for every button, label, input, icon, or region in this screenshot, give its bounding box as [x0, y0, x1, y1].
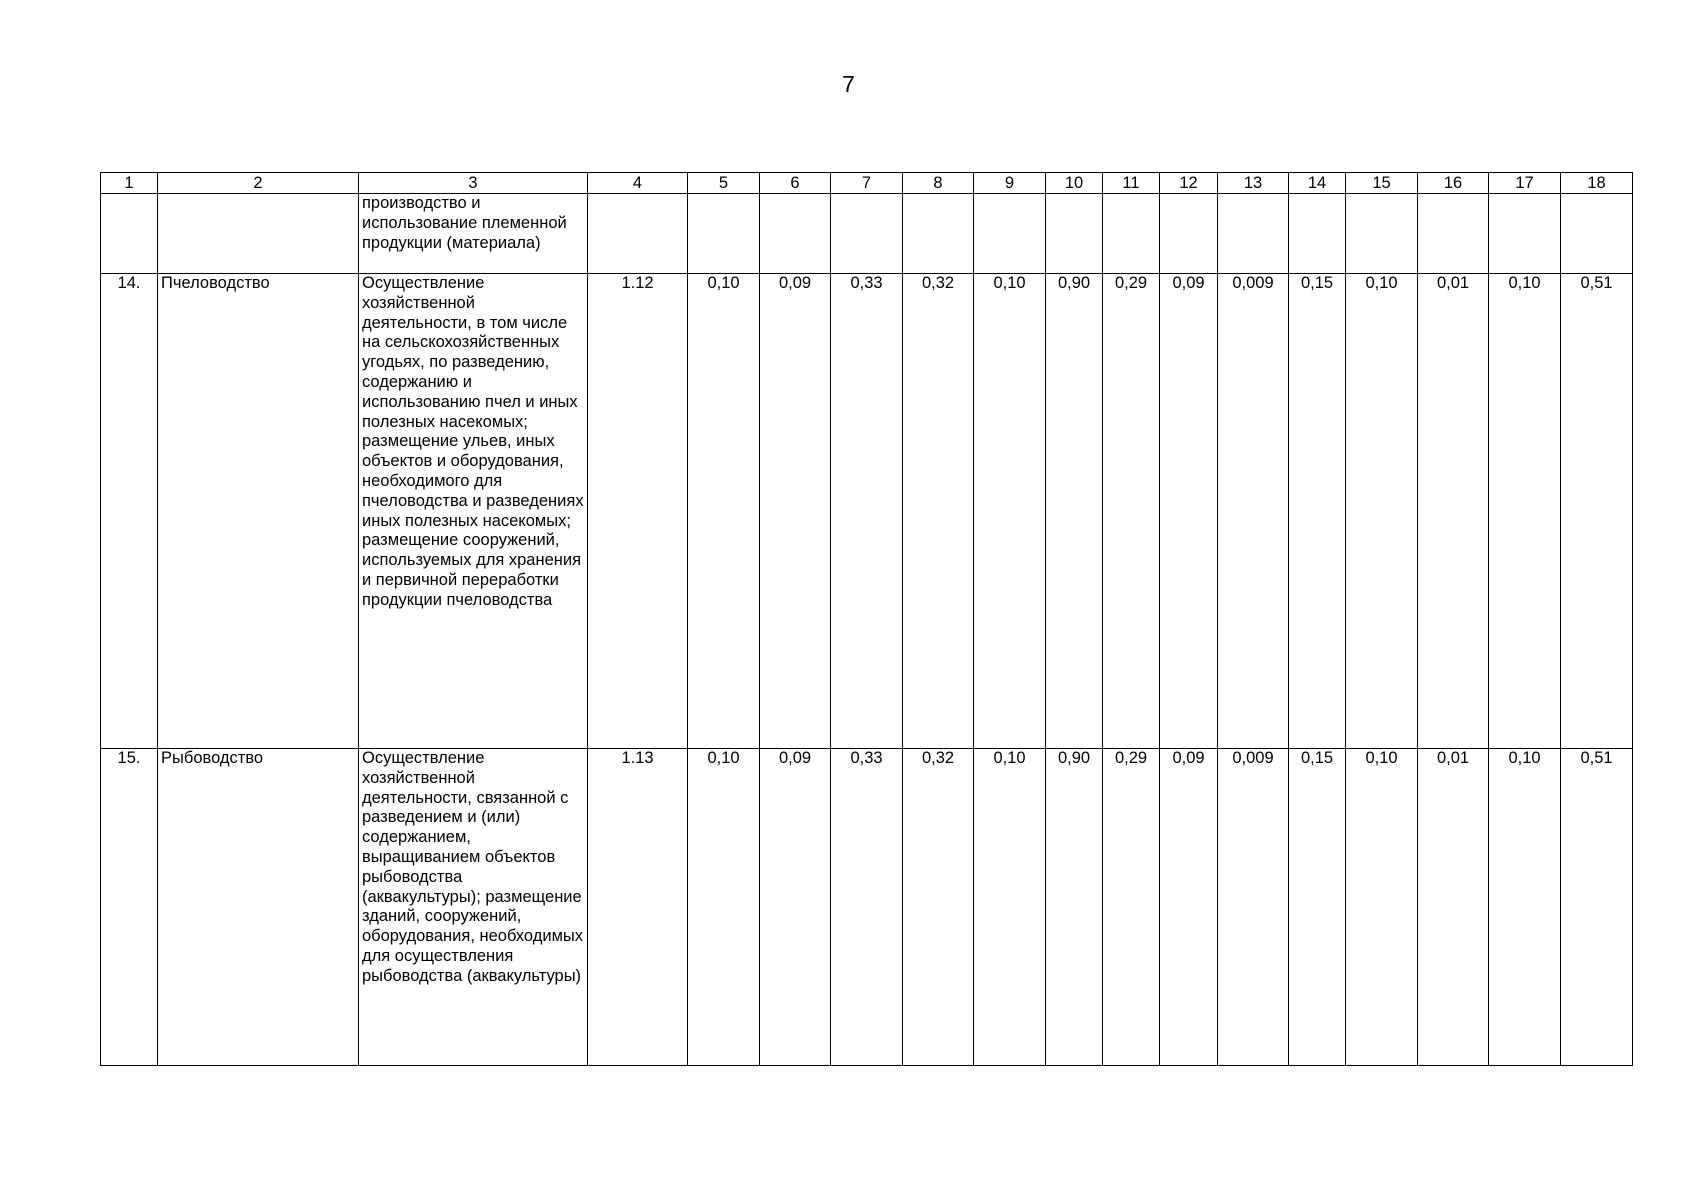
value-cell: 0,10 [1489, 749, 1561, 1066]
row-description-cell: Осуществление хозяйственной деятельности, связанной с разведением и (или) содержанием, выращиванием объектов рыбоводства (аквакультуры); размещение зданий, сооружений, оборудования, необходимых для осуществления рыбоводства (аквакультуры) [359, 749, 588, 1066]
row-name-cell: Рыбоводство [158, 749, 359, 1066]
value-cell [1218, 194, 1289, 274]
value-cell: 0,32 [903, 274, 974, 749]
row-number-cell: 15. [101, 749, 158, 1066]
row-number-cell [101, 194, 158, 274]
value-cell: 0,15 [1289, 274, 1346, 749]
value-cell: 0,90 [1046, 274, 1103, 749]
value-cell: 0,009 [1218, 749, 1289, 1066]
value-cell: 0,33 [831, 749, 903, 1066]
column-header: 8 [903, 173, 974, 194]
value-cell: 0,29 [1103, 274, 1160, 749]
value-cell: 0,29 [1103, 749, 1160, 1066]
row-name-cell: Пчеловодство [158, 274, 359, 749]
column-header: 2 [158, 173, 359, 194]
value-cell: 0,10 [974, 274, 1046, 749]
value-cell: 0,10 [688, 749, 760, 1066]
table-row [101, 749, 1633, 1066]
row-code-cell: 1.12 [588, 274, 688, 749]
column-header: 17 [1489, 173, 1561, 194]
column-header: 15 [1346, 173, 1418, 194]
value-cell [974, 194, 1046, 274]
value-cell [688, 194, 760, 274]
value-cell: 0,09 [1160, 274, 1218, 749]
value-cell: 0,10 [1489, 274, 1561, 749]
value-cell: 0,10 [688, 274, 760, 749]
value-cell [1289, 194, 1346, 274]
value-cell [831, 194, 903, 274]
row-code-cell: 1.13 [588, 749, 688, 1066]
column-header: 10 [1046, 173, 1103, 194]
table-row [101, 194, 1633, 274]
row-number-cell: 14. [101, 274, 158, 749]
value-cell: 0,09 [760, 749, 831, 1066]
value-cell: 0,51 [1561, 274, 1633, 749]
value-cell: 0,10 [1346, 274, 1418, 749]
value-cell: 0,15 [1289, 749, 1346, 1066]
value-cell: 0,90 [1046, 749, 1103, 1066]
value-cell [903, 194, 974, 274]
column-header: 3 [359, 173, 588, 194]
value-cell [760, 194, 831, 274]
value-cell [1046, 194, 1103, 274]
value-cell [1418, 194, 1489, 274]
value-cell: 0,33 [831, 274, 903, 749]
value-cell: 0,51 [1561, 749, 1633, 1066]
column-header: 14 [1289, 173, 1346, 194]
page-number: 7 [842, 71, 855, 97]
value-cell: 0,09 [760, 274, 831, 749]
row-description-cell: Осуществление хозяйственной деятельности, в том числе на сельскохозяйственных угодьях, по разведению, содержанию и использованию пчел и иных полезных насекомых; размещение ульев, иных объектов и оборудования, необходимого для пчеловодства и разведениях иных полезных насекомых; размещение сооружений, используемых для хранения и первичной переработки продукции пчеловодства [359, 274, 588, 749]
column-header: 12 [1160, 173, 1218, 194]
column-header: 6 [760, 173, 831, 194]
value-cell: 0,10 [1346, 749, 1418, 1066]
value-cell [1160, 194, 1218, 274]
value-cell [1561, 194, 1633, 274]
column-header: 1 [101, 173, 158, 194]
value-cell [1346, 194, 1418, 274]
value-cell [1103, 194, 1160, 274]
column-header: 5 [688, 173, 760, 194]
value-cell [1489, 194, 1561, 274]
table-row [101, 274, 1633, 749]
value-cell: 0,009 [1218, 274, 1289, 749]
column-header: 9 [974, 173, 1046, 194]
column-header: 4 [588, 173, 688, 194]
row-name-cell [158, 194, 359, 274]
value-cell: 0,01 [1418, 274, 1489, 749]
row-description-cell: производство и использование племенной продукции (материала) [359, 194, 588, 274]
column-header: 13 [1218, 173, 1289, 194]
value-cell: 0,01 [1418, 749, 1489, 1066]
value-cell: 0,09 [1160, 749, 1218, 1066]
column-header: 16 [1418, 173, 1489, 194]
data-table [100, 172, 1633, 1066]
column-header: 18 [1561, 173, 1633, 194]
value-cell: 0,10 [974, 749, 1046, 1066]
header-row [101, 173, 1633, 194]
column-header: 7 [831, 173, 903, 194]
column-header: 11 [1103, 173, 1160, 194]
row-code-cell [588, 194, 688, 274]
value-cell: 0,32 [903, 749, 974, 1066]
